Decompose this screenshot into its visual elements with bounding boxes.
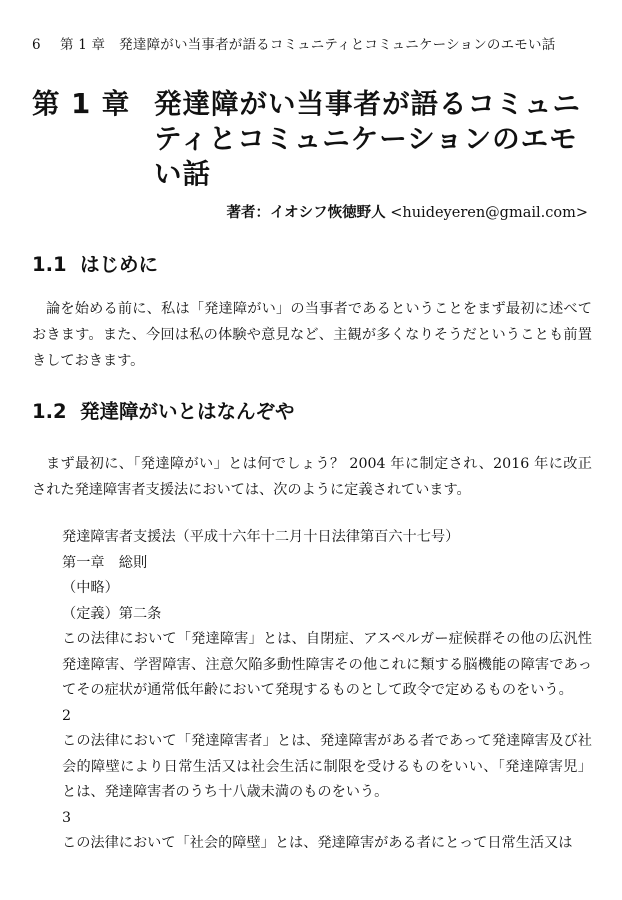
running-header-title: 発達障がい当事者が語るコミュニティとコミュニケーションのエモい話 [119,37,556,53]
law-clause-1: この法律において「発達障害」とは、自閉症、アスペルガー症候群その他の広汎性発達障害、学習障害、注意欠陥多動性障害その他これに類する脳機能の障害であってその症状が通常低年齢において発現するものとして政令で定めるものをいう。 [62,631,592,698]
section-title: はじめに [80,253,159,276]
author-name: イオシフ恢徳野人 [270,205,386,221]
section-heading-intro [32,253,158,277]
definition-paragraph: まず最初に、「発達障がい」とは何でしょう？ 2004 年に制定され、2016 年に改正された発達障害者支援法においては、次のように定義されています。 [32,456,592,498]
author-label: 著者： [226,205,271,221]
law-title: 発達障害者支援法（平成十六年十二月十日法律第百六十七号） [62,529,460,545]
law-article: （定義）第二条 [62,605,162,622]
law-quote-block [62,525,592,857]
section-number: 1.1 [32,253,67,276]
law-clause-number-2: 2 [62,707,72,724]
running-header-chapter: 第 1 章 [60,37,106,53]
author-line [227,204,588,222]
law-clause-number-3: 3 [62,809,72,826]
author-email: <huideyeren@gmail.com> [390,205,588,221]
law-clause-2: この法律において「発達障害者」とは、発達障害がある者であって発達障害及び社会的障壁により日常生活又は社会生活に制限を受けるものをいい、「発達障害児」とは、発達障害者のうち十八歳未満のものをいう。 [62,733,592,800]
running-header [32,37,555,53]
law-omitted: （中略） [62,580,119,596]
intro-paragraph: 論を始める前に、私は「発達障がい」の当事者であるということをまず最初に述べておきます。また、今回は私の体験や意見など、主観が多くなりそうだということも前置きしておきます。 [32,301,592,369]
law-clause-3: この法律において「社会的障壁」とは、発達障害がある者にとって日常生活又は [62,835,573,851]
chapter-title-text: 発達障がい当事者が語るコミュニティとコミュニケーションのエモい話 [154,88,581,190]
chapter-title [32,87,592,192]
section-heading-definition [32,400,295,424]
chapter-label: 第 1 章 [32,88,131,120]
page-number: 6 [32,37,41,53]
law-chapter: 第一章 総則 [62,554,148,571]
section-number: 1.2 [32,400,67,423]
section-title: 発達障がいとはなんぞや [80,400,295,423]
